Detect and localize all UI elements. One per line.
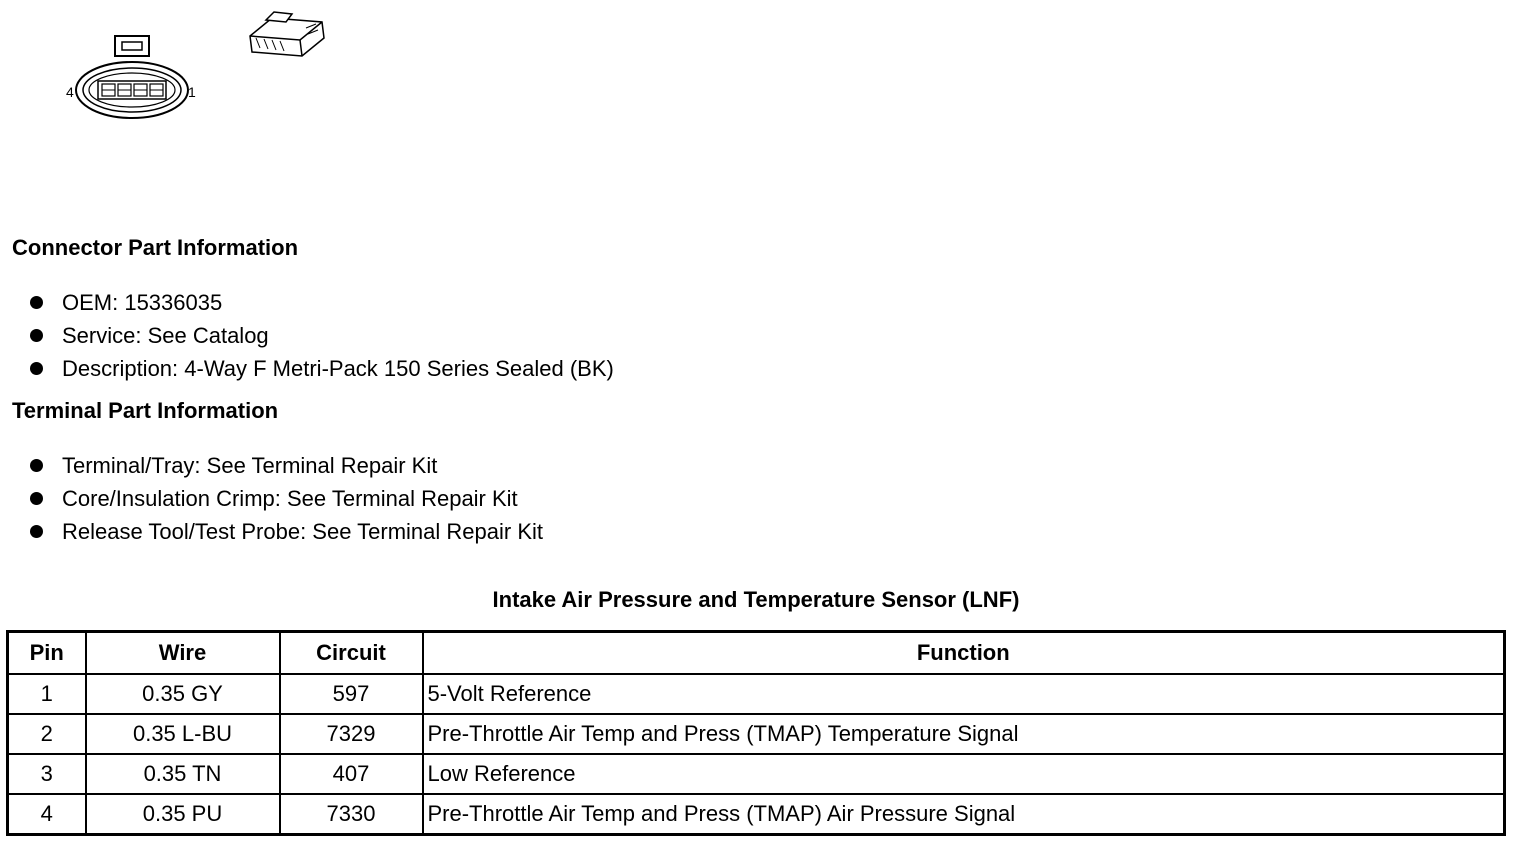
table-row bbox=[8, 714, 1505, 754]
header-circuit: Circuit bbox=[280, 632, 423, 675]
cell-wire: 0.35 GY bbox=[86, 674, 280, 714]
cell-circuit: 407 bbox=[280, 754, 423, 794]
list-item: OEM: 15336035 bbox=[28, 286, 614, 319]
header-wire: Wire bbox=[86, 632, 280, 675]
list-item: Core/Insulation Crimp: See Terminal Repair Kit bbox=[28, 482, 543, 515]
table-row bbox=[8, 754, 1505, 794]
connector-isometric-view bbox=[250, 12, 324, 56]
table-row bbox=[8, 794, 1505, 835]
connector-face-view bbox=[76, 36, 188, 118]
terminal-part-info-list bbox=[28, 449, 543, 548]
table-header-row bbox=[8, 632, 1505, 675]
cell-wire: 0.35 L-BU bbox=[86, 714, 280, 754]
header-pin: Pin bbox=[8, 632, 86, 675]
list-item: Release Tool/Test Probe: See Terminal Repair Kit bbox=[28, 515, 543, 548]
list-item: Service: See Catalog bbox=[28, 319, 614, 352]
pin-table bbox=[6, 630, 1506, 836]
connector-part-info-heading: Connector Part Information bbox=[12, 235, 299, 260]
cell-function: 5-Volt Reference bbox=[423, 674, 1505, 714]
cell-pin: 2 bbox=[8, 714, 86, 754]
cell-function: Low Reference bbox=[423, 754, 1505, 794]
connector-illustration bbox=[60, 8, 360, 128]
terminal-part-info-heading: Terminal Part Information bbox=[12, 398, 279, 423]
cell-pin: 1 bbox=[8, 674, 86, 714]
connector-pin-label-right: 1 bbox=[188, 84, 196, 100]
cell-function: Pre-Throttle Air Temp and Press (TMAP) Air Pressure Signal bbox=[423, 794, 1505, 835]
pin-table-title: Intake Air Pressure and Temperature Sensor (LNF) bbox=[492, 587, 1020, 612]
connector-part-info-list bbox=[28, 286, 614, 385]
connector-pin-label-left: 4 bbox=[66, 84, 74, 100]
list-item: Terminal/Tray: See Terminal Repair Kit bbox=[28, 449, 543, 482]
cell-wire: 0.35 PU bbox=[86, 794, 280, 835]
cell-pin: 3 bbox=[8, 754, 86, 794]
header-function: Function bbox=[423, 632, 1505, 675]
cell-circuit: 597 bbox=[280, 674, 423, 714]
cell-circuit: 7330 bbox=[280, 794, 423, 835]
cell-function: Pre-Throttle Air Temp and Press (TMAP) Temperature Signal bbox=[423, 714, 1505, 754]
cell-wire: 0.35 TN bbox=[86, 754, 280, 794]
list-item: Description: 4-Way F Metri-Pack 150 Series Sealed (BK) bbox=[28, 352, 614, 385]
cell-pin: 4 bbox=[8, 794, 86, 835]
table-row bbox=[8, 674, 1505, 714]
cell-circuit: 7329 bbox=[280, 714, 423, 754]
